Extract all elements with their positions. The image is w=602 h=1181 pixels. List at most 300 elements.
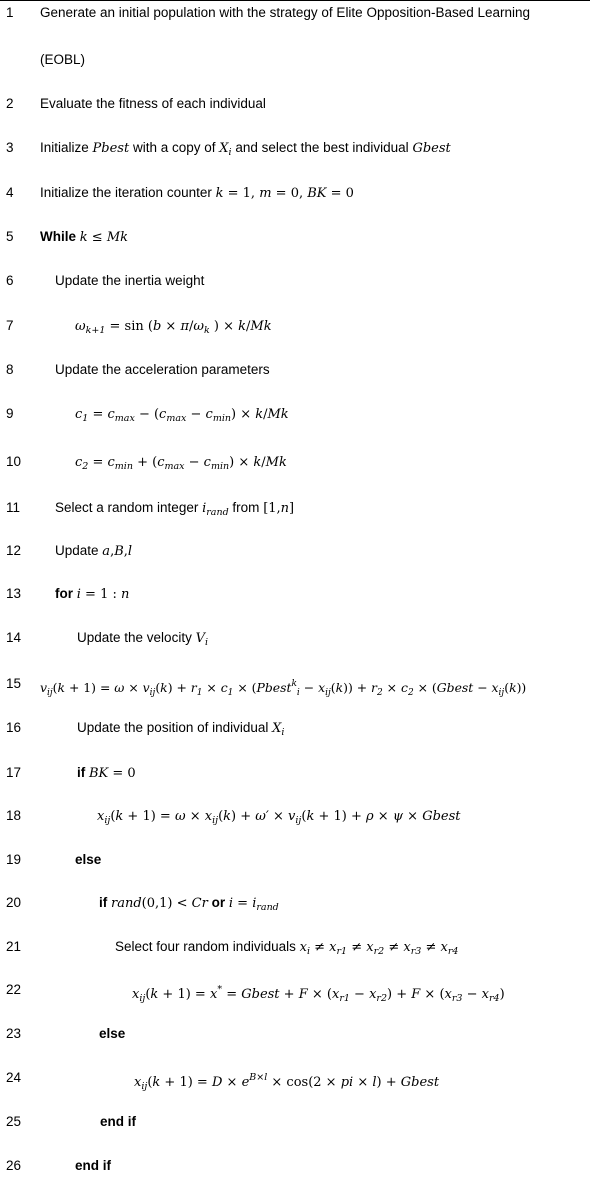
math-segment: max bbox=[114, 413, 135, 424]
math-segment: rand bbox=[206, 507, 229, 518]
math-segment: x bbox=[132, 987, 140, 1002]
math-segment: k bbox=[223, 809, 232, 824]
math-segment: + bbox=[279, 987, 299, 1002]
line-content bbox=[75, 849, 101, 871]
math-segment: ] bbox=[289, 501, 295, 516]
math-segment: m bbox=[259, 186, 272, 201]
line-content bbox=[40, 226, 128, 249]
math-segment: − bbox=[184, 455, 204, 470]
algorithm-line bbox=[0, 1023, 602, 1045]
math-segment: l bbox=[372, 1075, 377, 1090]
math-segment: i bbox=[306, 946, 310, 957]
math-segment: 1 bbox=[82, 413, 89, 424]
math-segment: ( bbox=[301, 809, 307, 824]
math-segment: v bbox=[40, 680, 47, 695]
math-segment: k bbox=[152, 1075, 161, 1090]
math-segment: B×l bbox=[249, 1072, 268, 1083]
math-segment: k bbox=[238, 319, 247, 334]
math-segment: i bbox=[228, 147, 232, 158]
math-segment: x bbox=[481, 987, 489, 1002]
math-segment: + 1) = bbox=[158, 987, 210, 1002]
algorithm-line bbox=[0, 540, 602, 562]
math-segment: x bbox=[204, 809, 213, 824]
algorithm-line bbox=[0, 226, 602, 248]
text-segment: Select a random integer bbox=[55, 500, 203, 515]
math-segment: ) × bbox=[229, 455, 254, 470]
math-segment: , bbox=[123, 544, 128, 559]
algorithm-line bbox=[0, 1067, 602, 1092]
math-segment: ) bbox=[499, 987, 505, 1002]
line-number: 9 bbox=[6, 406, 14, 421]
math-segment: = 1, bbox=[223, 186, 260, 201]
math-segment: X bbox=[272, 721, 282, 736]
line-content bbox=[75, 1155, 111, 1177]
math-segment: / bbox=[263, 407, 268, 422]
math-segment: i bbox=[252, 896, 257, 911]
math-segment: × bbox=[403, 809, 423, 824]
math-segment: Mk bbox=[267, 407, 289, 422]
math-segment: min bbox=[114, 461, 133, 472]
math-segment: ( bbox=[145, 987, 151, 1002]
math-segment: ij bbox=[149, 688, 156, 698]
math-segment: r2 bbox=[373, 946, 385, 957]
algorithm-line bbox=[0, 315, 602, 337]
line-number: 8 bbox=[6, 362, 14, 377]
algorithm-line bbox=[0, 1111, 602, 1133]
math-segment: c bbox=[220, 680, 228, 695]
math-segment: ) + bbox=[387, 987, 412, 1002]
math-segment: ) × bbox=[230, 407, 256, 422]
math-segment: max bbox=[164, 461, 185, 472]
line-content bbox=[75, 451, 287, 478]
math-segment: ≠ bbox=[347, 940, 367, 955]
line-number: 26 bbox=[6, 1158, 22, 1173]
math-segment: x bbox=[329, 940, 337, 955]
math-segment: k bbox=[160, 680, 168, 695]
math-segment: − bbox=[349, 987, 370, 1002]
math-segment: i bbox=[228, 896, 234, 911]
math-segment: ≠ bbox=[421, 940, 441, 955]
math-segment: r2 bbox=[376, 993, 388, 1004]
math-segment: )) + bbox=[343, 680, 372, 695]
math-segment: Pbest bbox=[256, 680, 292, 695]
line-number: 7 bbox=[6, 318, 14, 333]
text-segment: with a copy of bbox=[129, 140, 220, 155]
math-segment: r3 bbox=[410, 946, 422, 957]
text-segment: Update the velocity bbox=[77, 630, 196, 645]
math-segment: c bbox=[157, 455, 165, 470]
algorithm-line bbox=[0, 717, 602, 739]
math-segment: π bbox=[180, 319, 189, 334]
line-content bbox=[40, 2, 530, 24]
math-segment: ij bbox=[141, 1081, 148, 1092]
math-segment: )) bbox=[516, 680, 527, 695]
line-number: 4 bbox=[6, 185, 14, 200]
algorithm-line bbox=[0, 805, 602, 827]
math-segment: ( bbox=[52, 680, 58, 695]
line-number: 1 bbox=[6, 5, 14, 20]
math-segment: BK bbox=[89, 766, 109, 781]
math-segment: 1 bbox=[227, 688, 234, 698]
math-segment: = 1 : bbox=[80, 587, 121, 602]
algorithm-line bbox=[0, 1155, 602, 1177]
text-segment: else bbox=[75, 852, 102, 867]
math-segment: ij bbox=[139, 993, 146, 1004]
text-segment: Evaluate the fitness of each individual bbox=[40, 96, 266, 111]
math-segment: Cr bbox=[191, 896, 208, 911]
math-segment: v bbox=[142, 680, 150, 695]
math-segment: i bbox=[296, 688, 300, 698]
math-segment: e bbox=[241, 1075, 250, 1090]
math-segment: r1 bbox=[339, 993, 350, 1004]
line-number: 14 bbox=[6, 630, 22, 645]
math-segment: i bbox=[281, 727, 285, 738]
math-segment: pi bbox=[340, 1075, 354, 1090]
line-number: 21 bbox=[6, 939, 22, 954]
math-segment: = bbox=[88, 455, 108, 470]
line-content bbox=[99, 1023, 125, 1045]
math-segment: x bbox=[134, 1075, 142, 1090]
math-segment: = 0, bbox=[271, 186, 308, 201]
math-segment: x bbox=[369, 987, 377, 1002]
math-segment: x bbox=[444, 987, 452, 1002]
math-segment: x bbox=[299, 940, 307, 955]
math-segment: x bbox=[318, 680, 326, 695]
math-segment: × bbox=[185, 809, 205, 824]
math-segment: Gbest bbox=[422, 809, 461, 824]
line-number: 19 bbox=[6, 852, 22, 867]
math-segment: ( bbox=[330, 680, 336, 695]
line-content bbox=[100, 1111, 136, 1133]
math-segment: min bbox=[212, 413, 231, 424]
math-segment: c bbox=[203, 455, 211, 470]
math-segment: x bbox=[366, 940, 374, 955]
text-segment: (EOBL) bbox=[40, 52, 86, 67]
math-segment: k bbox=[255, 407, 264, 422]
math-segment: , bbox=[110, 544, 115, 559]
math-segment: + 1) + bbox=[314, 809, 366, 824]
text-segment: or bbox=[207, 895, 229, 910]
math-segment: ( bbox=[218, 809, 224, 824]
algorithm-line bbox=[0, 270, 602, 292]
math-segment: BK bbox=[307, 186, 327, 201]
text-segment: and select the best individual bbox=[231, 140, 413, 155]
text-segment: Update bbox=[55, 543, 103, 558]
math-segment: = 0 bbox=[108, 766, 136, 781]
math-segment: 1 bbox=[196, 688, 203, 698]
algorithm-line bbox=[0, 583, 602, 605]
math-segment: c bbox=[205, 407, 213, 422]
text-segment: from bbox=[228, 500, 264, 515]
math-segment: B bbox=[114, 544, 124, 559]
math-segment: / bbox=[246, 319, 251, 334]
algorithm-line bbox=[0, 182, 602, 204]
line-content bbox=[55, 359, 270, 381]
math-segment: × ( bbox=[413, 680, 437, 695]
math-segment: r bbox=[371, 680, 377, 695]
math-segment: x bbox=[403, 940, 411, 955]
text-segment: Initialize the iteration counter bbox=[40, 185, 216, 200]
math-segment: ij bbox=[47, 688, 53, 698]
math-segment: rand bbox=[256, 902, 279, 913]
math-segment: Gbest bbox=[436, 680, 474, 695]
math-segment: ψ bbox=[392, 809, 404, 824]
line-content bbox=[75, 315, 272, 342]
line-number: 22 bbox=[6, 982, 22, 997]
math-segment: [1, bbox=[263, 501, 281, 516]
algorithm-line bbox=[0, 2, 602, 24]
line-number: 17 bbox=[6, 765, 22, 780]
math-segment: Gbest bbox=[400, 1075, 440, 1090]
algorithm-line bbox=[0, 49, 602, 71]
math-segment: Mk bbox=[250, 319, 272, 334]
math-segment: l bbox=[127, 544, 133, 559]
math-segment: × bbox=[124, 680, 143, 695]
math-segment: ≠ bbox=[384, 940, 404, 955]
line-content bbox=[40, 93, 266, 115]
line-content bbox=[115, 936, 458, 963]
algorithm-line bbox=[0, 451, 602, 473]
math-segment: ij bbox=[498, 688, 505, 698]
math-segment: c bbox=[75, 455, 83, 470]
math-segment: c bbox=[107, 455, 115, 470]
line-number: 5 bbox=[6, 229, 14, 244]
math-segment: − bbox=[186, 407, 206, 422]
math-segment: 2 bbox=[376, 688, 383, 698]
math-segment: * bbox=[217, 984, 223, 995]
math-segment: r4 bbox=[488, 993, 500, 1004]
line-content bbox=[55, 497, 294, 524]
math-segment: 2 bbox=[82, 461, 89, 472]
text-segment: end if bbox=[100, 1114, 136, 1129]
math-segment: ω bbox=[114, 680, 125, 695]
line-content bbox=[55, 583, 129, 606]
math-segment: ω bbox=[75, 319, 86, 334]
line-content bbox=[40, 49, 85, 71]
math-segment: k bbox=[79, 230, 88, 245]
math-segment: × bbox=[202, 680, 221, 695]
math-segment: ≤ bbox=[87, 230, 107, 245]
math-segment: k bbox=[215, 186, 224, 201]
math-segment: = bbox=[233, 896, 253, 911]
algorithm-line bbox=[0, 359, 602, 381]
line-content bbox=[132, 979, 505, 1010]
math-segment: ρ bbox=[366, 809, 374, 824]
math-segment: ( bbox=[147, 1075, 153, 1090]
math-segment: ij bbox=[325, 688, 331, 698]
math-segment: = 0 bbox=[326, 186, 354, 201]
text-segment: Generate an initial population with the strategy of Elite Opposition-Based Learning bbox=[40, 5, 531, 20]
math-segment: ω′ bbox=[255, 809, 269, 824]
text-segment: end if bbox=[75, 1158, 111, 1173]
algorithm-line bbox=[0, 936, 602, 958]
math-segment: ) × bbox=[209, 319, 239, 334]
math-segment: n bbox=[280, 501, 290, 516]
math-segment: × bbox=[222, 1075, 242, 1090]
math-segment: r bbox=[190, 680, 197, 695]
line-content bbox=[97, 805, 461, 832]
math-segment: Mk bbox=[106, 230, 129, 245]
text-segment: While bbox=[40, 229, 80, 244]
math-segment: ij bbox=[212, 815, 219, 826]
math-segment: x bbox=[331, 987, 340, 1002]
math-segment: ) + bbox=[231, 809, 256, 824]
math-segment: rand bbox=[111, 896, 142, 911]
math-segment: min bbox=[210, 461, 230, 472]
math-segment: b bbox=[152, 319, 162, 334]
algorithm-line bbox=[0, 762, 602, 784]
math-segment: × bbox=[382, 680, 401, 695]
math-segment: k bbox=[335, 680, 344, 695]
math-segment: F bbox=[298, 987, 308, 1002]
math-segment: k bbox=[306, 809, 315, 824]
math-segment: k bbox=[115, 809, 124, 824]
math-segment: × bbox=[161, 319, 181, 334]
text-segment: else bbox=[99, 1026, 126, 1041]
math-segment: ω bbox=[174, 809, 186, 824]
line-number: 2 bbox=[6, 96, 14, 111]
line-content bbox=[75, 403, 289, 430]
line-content bbox=[55, 270, 204, 292]
math-segment: 2 bbox=[407, 688, 414, 698]
line-number: 18 bbox=[6, 808, 22, 823]
math-segment: (0,1) < bbox=[141, 896, 192, 911]
math-segment: c bbox=[400, 680, 408, 695]
math-segment: Pbest bbox=[92, 141, 130, 156]
line-number: 10 bbox=[6, 454, 22, 469]
math-segment: ( bbox=[155, 680, 161, 695]
math-segment: i bbox=[76, 587, 81, 602]
line-number: 24 bbox=[6, 1070, 22, 1085]
math-segment: × bbox=[353, 1075, 373, 1090]
math-segment: c bbox=[107, 407, 115, 422]
math-segment: × ( bbox=[307, 987, 332, 1002]
math-segment: ij bbox=[104, 815, 111, 826]
math-segment: − bbox=[473, 680, 492, 695]
math-segment: × ( bbox=[233, 680, 257, 695]
line-number: 11 bbox=[6, 500, 21, 515]
math-segment: k bbox=[57, 680, 66, 695]
math-segment: − ( bbox=[134, 407, 160, 422]
math-segment: r1 bbox=[336, 946, 348, 957]
text-segment: Update the inertia weight bbox=[55, 273, 205, 288]
line-content bbox=[40, 182, 354, 205]
line-number: 20 bbox=[6, 895, 22, 910]
math-segment: / bbox=[261, 455, 266, 470]
line-content bbox=[40, 673, 526, 704]
algorithm-line bbox=[0, 979, 602, 1004]
math-segment: F bbox=[411, 987, 421, 1002]
math-segment: ( bbox=[504, 680, 510, 695]
math-segment: x bbox=[491, 680, 499, 695]
algorithm-line bbox=[0, 673, 602, 698]
line-number: 23 bbox=[6, 1026, 22, 1041]
algorithm-line bbox=[0, 93, 602, 115]
math-segment: × bbox=[373, 809, 393, 824]
math-segment: × bbox=[268, 809, 289, 824]
line-content bbox=[99, 892, 279, 919]
text-segment: if bbox=[99, 895, 111, 910]
math-segment: + 1) = bbox=[65, 680, 115, 695]
math-segment: ( bbox=[110, 809, 116, 824]
math-segment: X bbox=[219, 141, 229, 156]
line-number: 6 bbox=[6, 273, 14, 288]
math-segment: k+1 bbox=[85, 325, 106, 336]
math-segment: / bbox=[189, 319, 194, 334]
algorithm-line bbox=[0, 892, 602, 914]
math-segment: i bbox=[202, 501, 207, 516]
text-segment: Update the acceleration parameters bbox=[55, 362, 270, 377]
algorithm-line bbox=[0, 137, 602, 159]
math-segment: ≠ bbox=[310, 940, 330, 955]
math-segment: − bbox=[299, 680, 319, 695]
math-segment: + 1) = bbox=[123, 809, 175, 824]
text-segment: Initialize bbox=[40, 140, 93, 155]
line-number: 13 bbox=[6, 586, 22, 601]
line-number: 16 bbox=[6, 720, 22, 735]
math-segment: c bbox=[75, 407, 83, 422]
math-segment: × cos(2 × bbox=[267, 1075, 341, 1090]
math-segment: V bbox=[195, 631, 205, 646]
algorithm-line bbox=[0, 497, 602, 519]
line-number: 15 bbox=[6, 676, 22, 691]
math-segment: k bbox=[204, 325, 210, 336]
math-segment: k bbox=[291, 679, 297, 689]
math-segment: Mk bbox=[265, 455, 287, 470]
text-segment: Update the position of individual bbox=[77, 720, 273, 735]
math-segment: = bbox=[222, 987, 242, 1002]
math-segment: − bbox=[462, 987, 482, 1002]
math-segment: + ( bbox=[132, 455, 158, 470]
math-segment: + 1) = bbox=[160, 1075, 212, 1090]
math-segment: = bbox=[88, 407, 108, 422]
text-segment: Select four random individuals bbox=[115, 939, 300, 954]
math-segment: × ( bbox=[420, 987, 445, 1002]
math-segment: Gbest bbox=[412, 141, 451, 156]
text-segment: for bbox=[55, 586, 77, 601]
line-content bbox=[77, 762, 136, 785]
line-content bbox=[40, 137, 451, 164]
math-segment: v bbox=[288, 809, 296, 824]
algorithm-line bbox=[0, 849, 602, 871]
math-segment: k bbox=[509, 680, 517, 695]
math-segment: max bbox=[166, 413, 187, 424]
math-segment: ) + bbox=[167, 680, 191, 695]
math-segment: Gbest bbox=[241, 987, 280, 1002]
math-segment: ) + bbox=[376, 1075, 401, 1090]
math-segment: n bbox=[121, 587, 130, 602]
math-segment: i bbox=[204, 637, 209, 648]
math-segment: k bbox=[253, 455, 262, 470]
math-segment: c bbox=[159, 407, 167, 422]
line-number: 3 bbox=[6, 140, 14, 155]
algorithm-line bbox=[0, 627, 602, 649]
line-content bbox=[55, 540, 132, 563]
line-content bbox=[134, 1067, 439, 1098]
math-segment: r4 bbox=[447, 946, 459, 957]
math-segment: x bbox=[209, 987, 218, 1002]
math-segment: = sin ( bbox=[105, 319, 153, 334]
math-segment: ω bbox=[193, 319, 204, 334]
math-segment: r3 bbox=[451, 993, 463, 1004]
math-segment: x bbox=[97, 809, 105, 824]
line-number: 12 bbox=[6, 543, 22, 558]
algorithm-line bbox=[0, 403, 602, 425]
line-content bbox=[77, 627, 208, 654]
math-segment: a bbox=[102, 544, 111, 559]
line-content bbox=[77, 717, 284, 744]
line-number: 25 bbox=[6, 1114, 22, 1129]
